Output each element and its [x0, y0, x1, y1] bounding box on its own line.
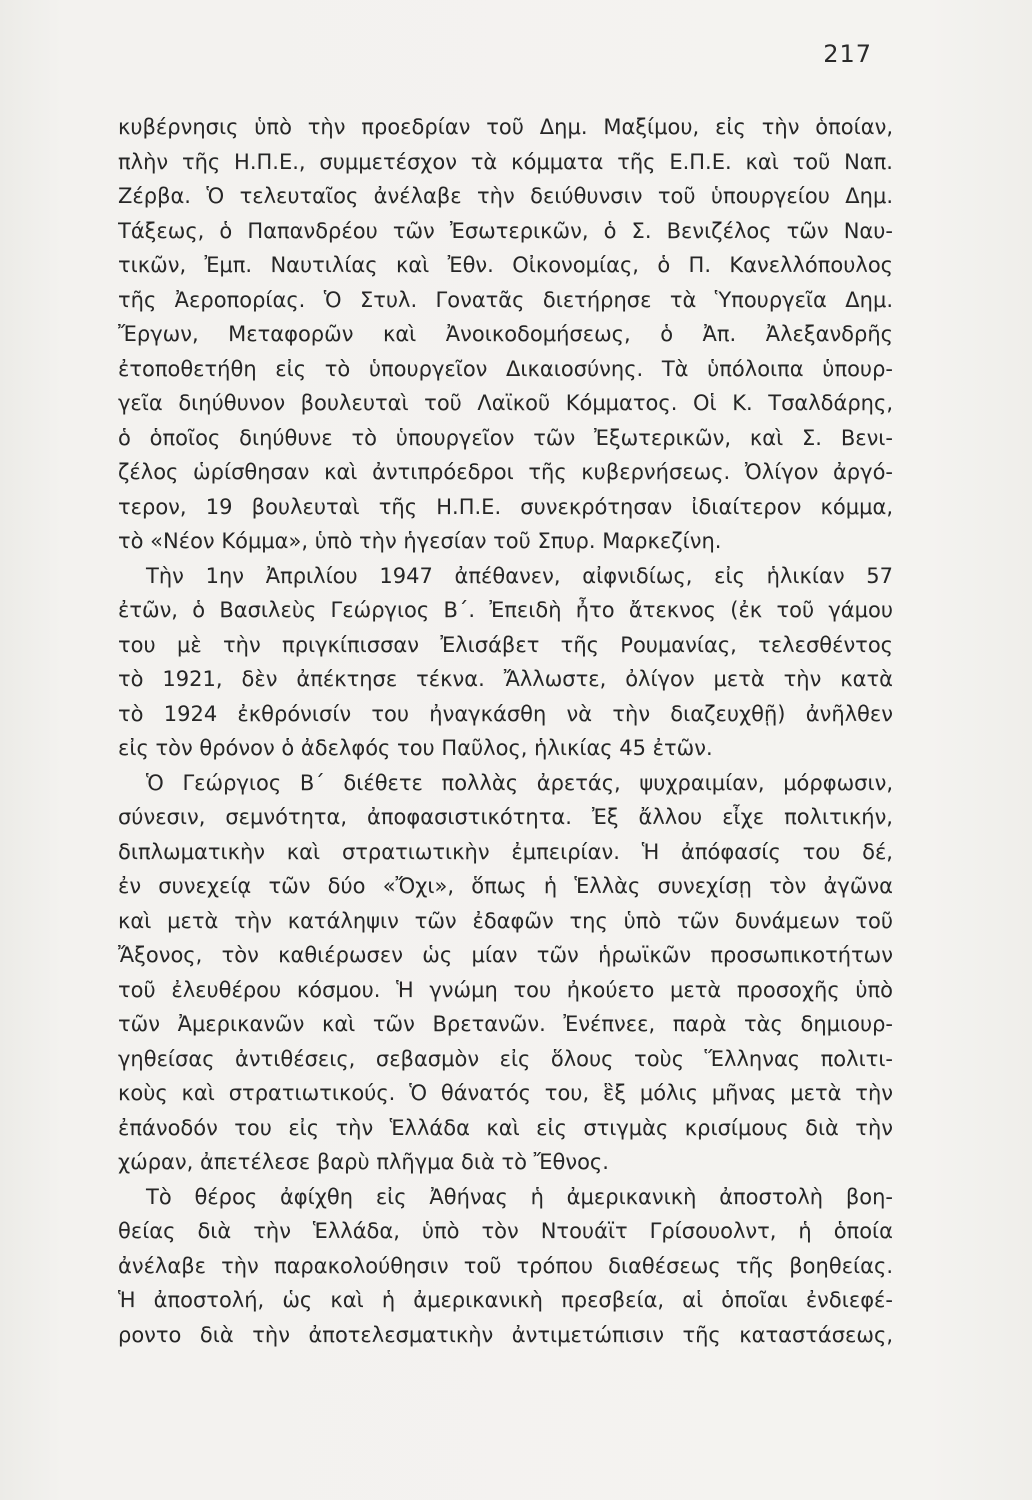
text-line: τῆς Ἀεροπορίας. Ὁ Στυλ. Γονατᾶς διετήρησε τὰ Ὑπουργεῖα Δημ.: [118, 287, 893, 312]
text-line: τοῦ ἐλευθέρου κόσμου. Ἡ γνώμη του ἠκούετο μετὰ προσοχῆς ὑπὸ: [118, 977, 893, 1002]
text-line: του μὲ τὴν πριγκίπισσαν Ἐλισάβετ τῆς Ρουμανίας, τελεσθέντος: [118, 632, 893, 657]
text-line: Ζέρβα. Ὁ τελευταῖος ἀνέλαβε τὴν δειύθυνσιν τοῦ ὑπουργείου Δημ.: [118, 184, 893, 208]
text-line: τὸ «Νέον Κόμμα», ὑπὸ τὴν ἡγεσίαν τοῦ Σπυρ. Μαρκεζίνη.: [118, 529, 722, 553]
text-line: διπλωματικὴν καὶ στρατιωτικὴν ἐμπειρίαν. Ἡ ἀπόφασίς του δέ,: [118, 839, 893, 864]
text-line: τὸ 1921, δὲν ἀπέκτησε τέκνα. Ἄλλωστε, ὀλίγον μετὰ τὴν κατὰ: [118, 667, 893, 691]
text-line: ζέλος ὡρίσθησαν καὶ ἀντιπρόεδροι τῆς κυβερνήσεως. Ὀλίγον ἀργό-: [118, 460, 893, 484]
text-line: Ἡ ἀποστολή, ὡς καὶ ἡ ἀμερικανικὴ πρεσβεία, αἱ ὁποῖαι ἐνδιεφέ-: [118, 1288, 893, 1312]
text-line: τὸ 1924 ἐκθρόνισίν του ἠναγκάσθη νὰ τὴν διαζευχθῇ) ἀνῆλθεν: [118, 701, 893, 726]
text-line: ἐν συνεχείᾳ τῶν δύο «Ὄχι», ὅπως ἡ Ἑλλὰς συνεχίσῃ τὸν ἀγῶνα: [118, 874, 893, 898]
text-line: πλὴν τῆς Η.Π.Ε., συμμετέσχον τὰ κόμματα τῆς Ε.Π.Ε. καὶ τοῦ Ναπ.: [118, 149, 893, 174]
text-line: θείας διὰ τὴν Ἑλλάδα, ὑπὸ τὸν Ντουάϊτ Γρίσουολντ, ἡ ὁποία: [118, 1219, 893, 1243]
text-line: ροντο διὰ τὴν ἀποτελεσματικὴν ἀντιμετώπισιν τῆς καταστάσεως,: [118, 1322, 893, 1347]
text-line: ἐτοποθετήθη εἰς τὸ ὑπουργεῖον Δικαιοσύνης. Τὰ ὑπόλοιπα ὑπουρ-: [118, 356, 893, 381]
text-line: ὁ ὁποῖος διηύθυνε τὸ ὑπουργεῖον τῶν Ἐξωτερικῶν, καὶ Σ. Βενι-: [118, 425, 893, 450]
text-line: κυβέρνησις ὑπὸ τὴν προεδρίαν τοῦ Δημ. Μαξίμου, εἰς τὴν ὁποίαν,: [118, 115, 893, 139]
text-line: γηθείσας ἀντιθέσεις, σεβασμὸν εἰς ὅλους τοὺς Ἕλληνας πολιτι-: [118, 1046, 893, 1071]
text-line: εἰς τὸν θρόνον ὁ ἀδελφός του Παῦλος, ἡλικίας 45 ἐτῶν.: [118, 736, 713, 760]
body-text: [118, 110, 893, 1352]
page-number: 217: [823, 40, 872, 68]
text-line: γεῖα διηύθυνον βουλευταὶ τοῦ Λαϊκοῦ Κόμματος. Οἱ Κ. Τσαλδάρης,: [118, 391, 893, 415]
text-line: ἐπάνοδόν του εἰς τὴν Ἑλλάδα καὶ εἰς στιγμὰς κρισίμους διὰ τὴν: [118, 1115, 893, 1140]
text-line: Ἄξονος, τὸν καθιέρωσεν ὡς μίαν τῶν ἡρωϊκῶν προσωπικοτήτων: [118, 943, 893, 967]
text-line: Ὁ Γεώργιος Β΄ διέθετε πολλὰς ἀρετάς, ψυχραιμίαν, μόρφωσιν,: [146, 770, 893, 795]
text-line: τερον, 19 βουλευταὶ τῆς Η.Π.Ε. συνεκρότησαν ἰδιαίτερον κόμμα,: [118, 494, 893, 519]
text-line: ἐτῶν, ὁ Βασιλεὺς Γεώργιος Β΄. Ἐπειδὴ ἦτο ἄτεκνος (ἐκ τοῦ γάμου: [118, 598, 893, 622]
text-line: Τὸ θέρος ἀφίχθη εἰς Ἀθήνας ἡ ἀμερικανικὴ ἀποστολὴ βοη-: [146, 1184, 893, 1209]
text-line: σύνεσιν, σεμνότητα, ἀποφασιστικότητα. Ἐξ ἄλλου εἶχε πολιτικήν,: [118, 805, 893, 829]
text-line: τικῶν, Ἐμπ. Ναυτιλίας καὶ Ἐθν. Οἰκονομίας, ὁ Π. Κανελλόπουλος: [118, 253, 893, 277]
text-line: καὶ μετὰ τὴν κατάληψιν τῶν ἐδαφῶν της ὑπὸ τῶν δυνάμεων τοῦ: [118, 908, 893, 933]
text-line: χώραν, ἀπετέλεσε βαρὺ πλῆγμα διὰ τὸ Ἔθνος.: [118, 1150, 609, 1174]
text-line: Τὴν 1ην Ἀπριλίου 1947 ἀπέθανεν, αἰφνιδίως, εἰς ἡλικίαν 57: [146, 563, 893, 588]
text-line: κοὺς καὶ στρατιωτικούς. Ὁ θάνατός του, ἓξ μόλις μῆνας μετὰ τὴν: [118, 1081, 893, 1105]
text-line: Τάξεως, ὁ Παπανδρέου τῶν Ἐσωτερικῶν, ὁ Σ. Βενιζέλος τῶν Ναυ-: [118, 218, 893, 243]
text-line: Ἔργων, Μεταφορῶν καὶ Ἀνοικοδομήσεως, ὁ Ἀπ. Ἀλεξανδρῆς: [118, 322, 893, 346]
text-line: ἀνέλαβε τὴν παρακολούθησιν τοῦ τρόπου διαθέσεως τῆς βοηθείας.: [118, 1253, 893, 1278]
text-line: τῶν Ἀμερικανῶν καὶ τῶν Βρετανῶν. Ἐνέπνεε, παρὰ τὰς δημιουρ-: [118, 1012, 893, 1036]
